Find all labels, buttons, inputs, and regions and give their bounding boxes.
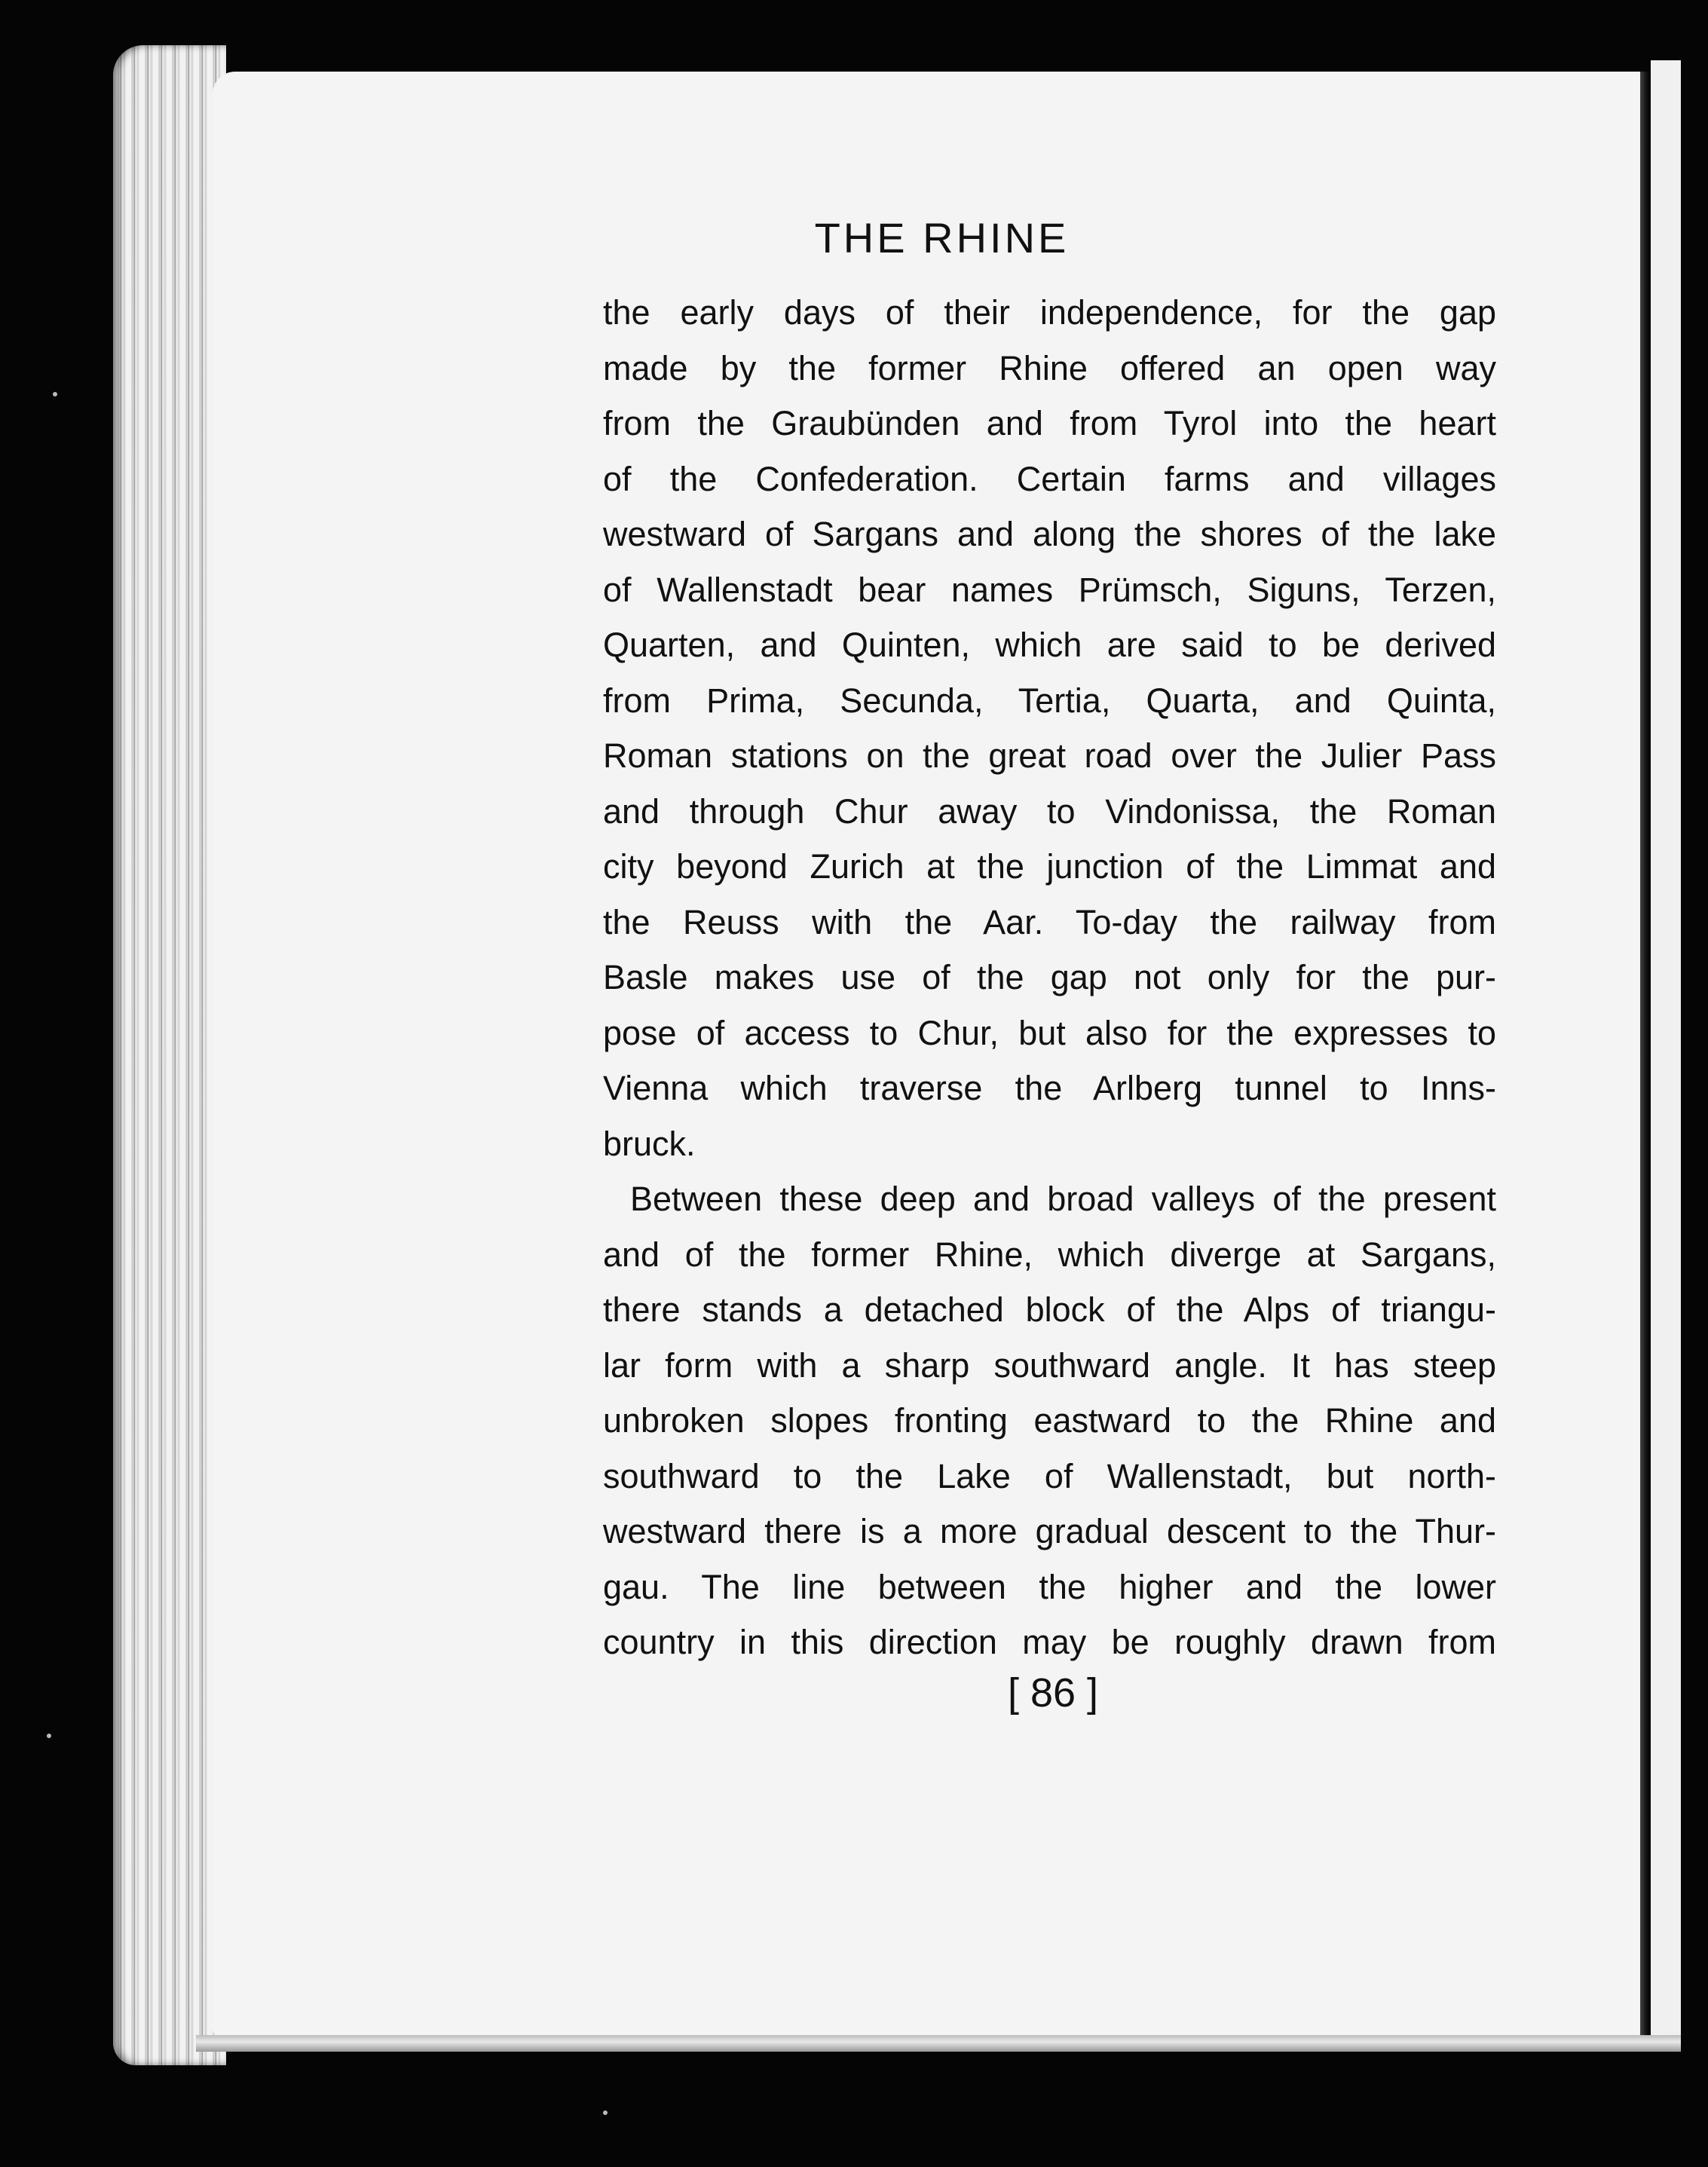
book-page-edges xyxy=(113,45,226,2065)
text-line: of Wallenstadt bear names Prümsch, Siguns, Terzen, xyxy=(603,570,1496,609)
text-line: city beyond Zurich at the junction of the Limmat and xyxy=(603,847,1496,886)
scan-speck xyxy=(47,1734,51,1738)
page-number: [ 86 ] xyxy=(1007,1670,1099,1716)
text-line: Basle makes use of the gap not only for the pur- xyxy=(603,958,1496,996)
text-line: country in this direction may be roughly drawn from xyxy=(603,1623,1496,1661)
text-line: there stands a detached block of the Alps of triangu- xyxy=(603,1290,1496,1329)
text-line: westward there is a more gradual descent to the Thur- xyxy=(603,1512,1496,1550)
text-line: gau. The line between the higher and the lower xyxy=(603,1567,1496,1606)
paragraph-2 xyxy=(603,1171,1496,1670)
text-line: Between these deep and broad valleys of the present xyxy=(630,1180,1496,1218)
text-line: the Reuss with the Aar. To-day the railway from xyxy=(603,902,1496,941)
body-text xyxy=(603,285,1496,1670)
running-head: THE RHINE xyxy=(814,214,1070,262)
text-line: and through Chur away to Vindonissa, the Roman xyxy=(603,791,1496,831)
text-line: of the Confederation. Certain farms and villages xyxy=(603,459,1496,498)
text-line: southward to the Lake of Wallenstadt, but north- xyxy=(603,1456,1496,1495)
text-line: Quarten, and Quinten, which are said to be derived xyxy=(603,626,1496,664)
paragraph-1 xyxy=(603,285,1496,1171)
text-line: Roman stations on the great road over the Julier Pass xyxy=(603,736,1496,775)
book-gutter xyxy=(1640,72,1651,2043)
page-bottom-edge xyxy=(196,2035,1681,2052)
facing-page-edge xyxy=(1651,60,1681,2050)
text-line: from the Graubünden and from Tyrol into the heart xyxy=(603,404,1496,442)
text-line: bruck. xyxy=(603,1124,696,1163)
scan-speck xyxy=(53,392,57,396)
scan-speck xyxy=(603,2110,608,2115)
text-line: Vienna which traverse the Arlberg tunnel to Inns- xyxy=(603,1069,1496,1107)
text-line: pose of access to Chur, but also for the expresses to xyxy=(603,1013,1496,1052)
text-line: unbroken slopes fronting eastward to the Rhine and xyxy=(603,1401,1496,1440)
text-line: westward of Sargans and along the shores of the lake xyxy=(603,515,1496,553)
text-line: and of the former Rhine, which diverge at Sargans, xyxy=(603,1235,1496,1274)
text-line: from Prima, Secunda, Tertia, Quarta, and Quinta, xyxy=(603,681,1496,720)
text-line: the early days of their independence, for the gap xyxy=(603,293,1496,332)
text-line: lar form with a sharp southward angle. It has steep xyxy=(603,1345,1496,1385)
text-line: made by the former Rhine offered an open way xyxy=(603,348,1496,387)
